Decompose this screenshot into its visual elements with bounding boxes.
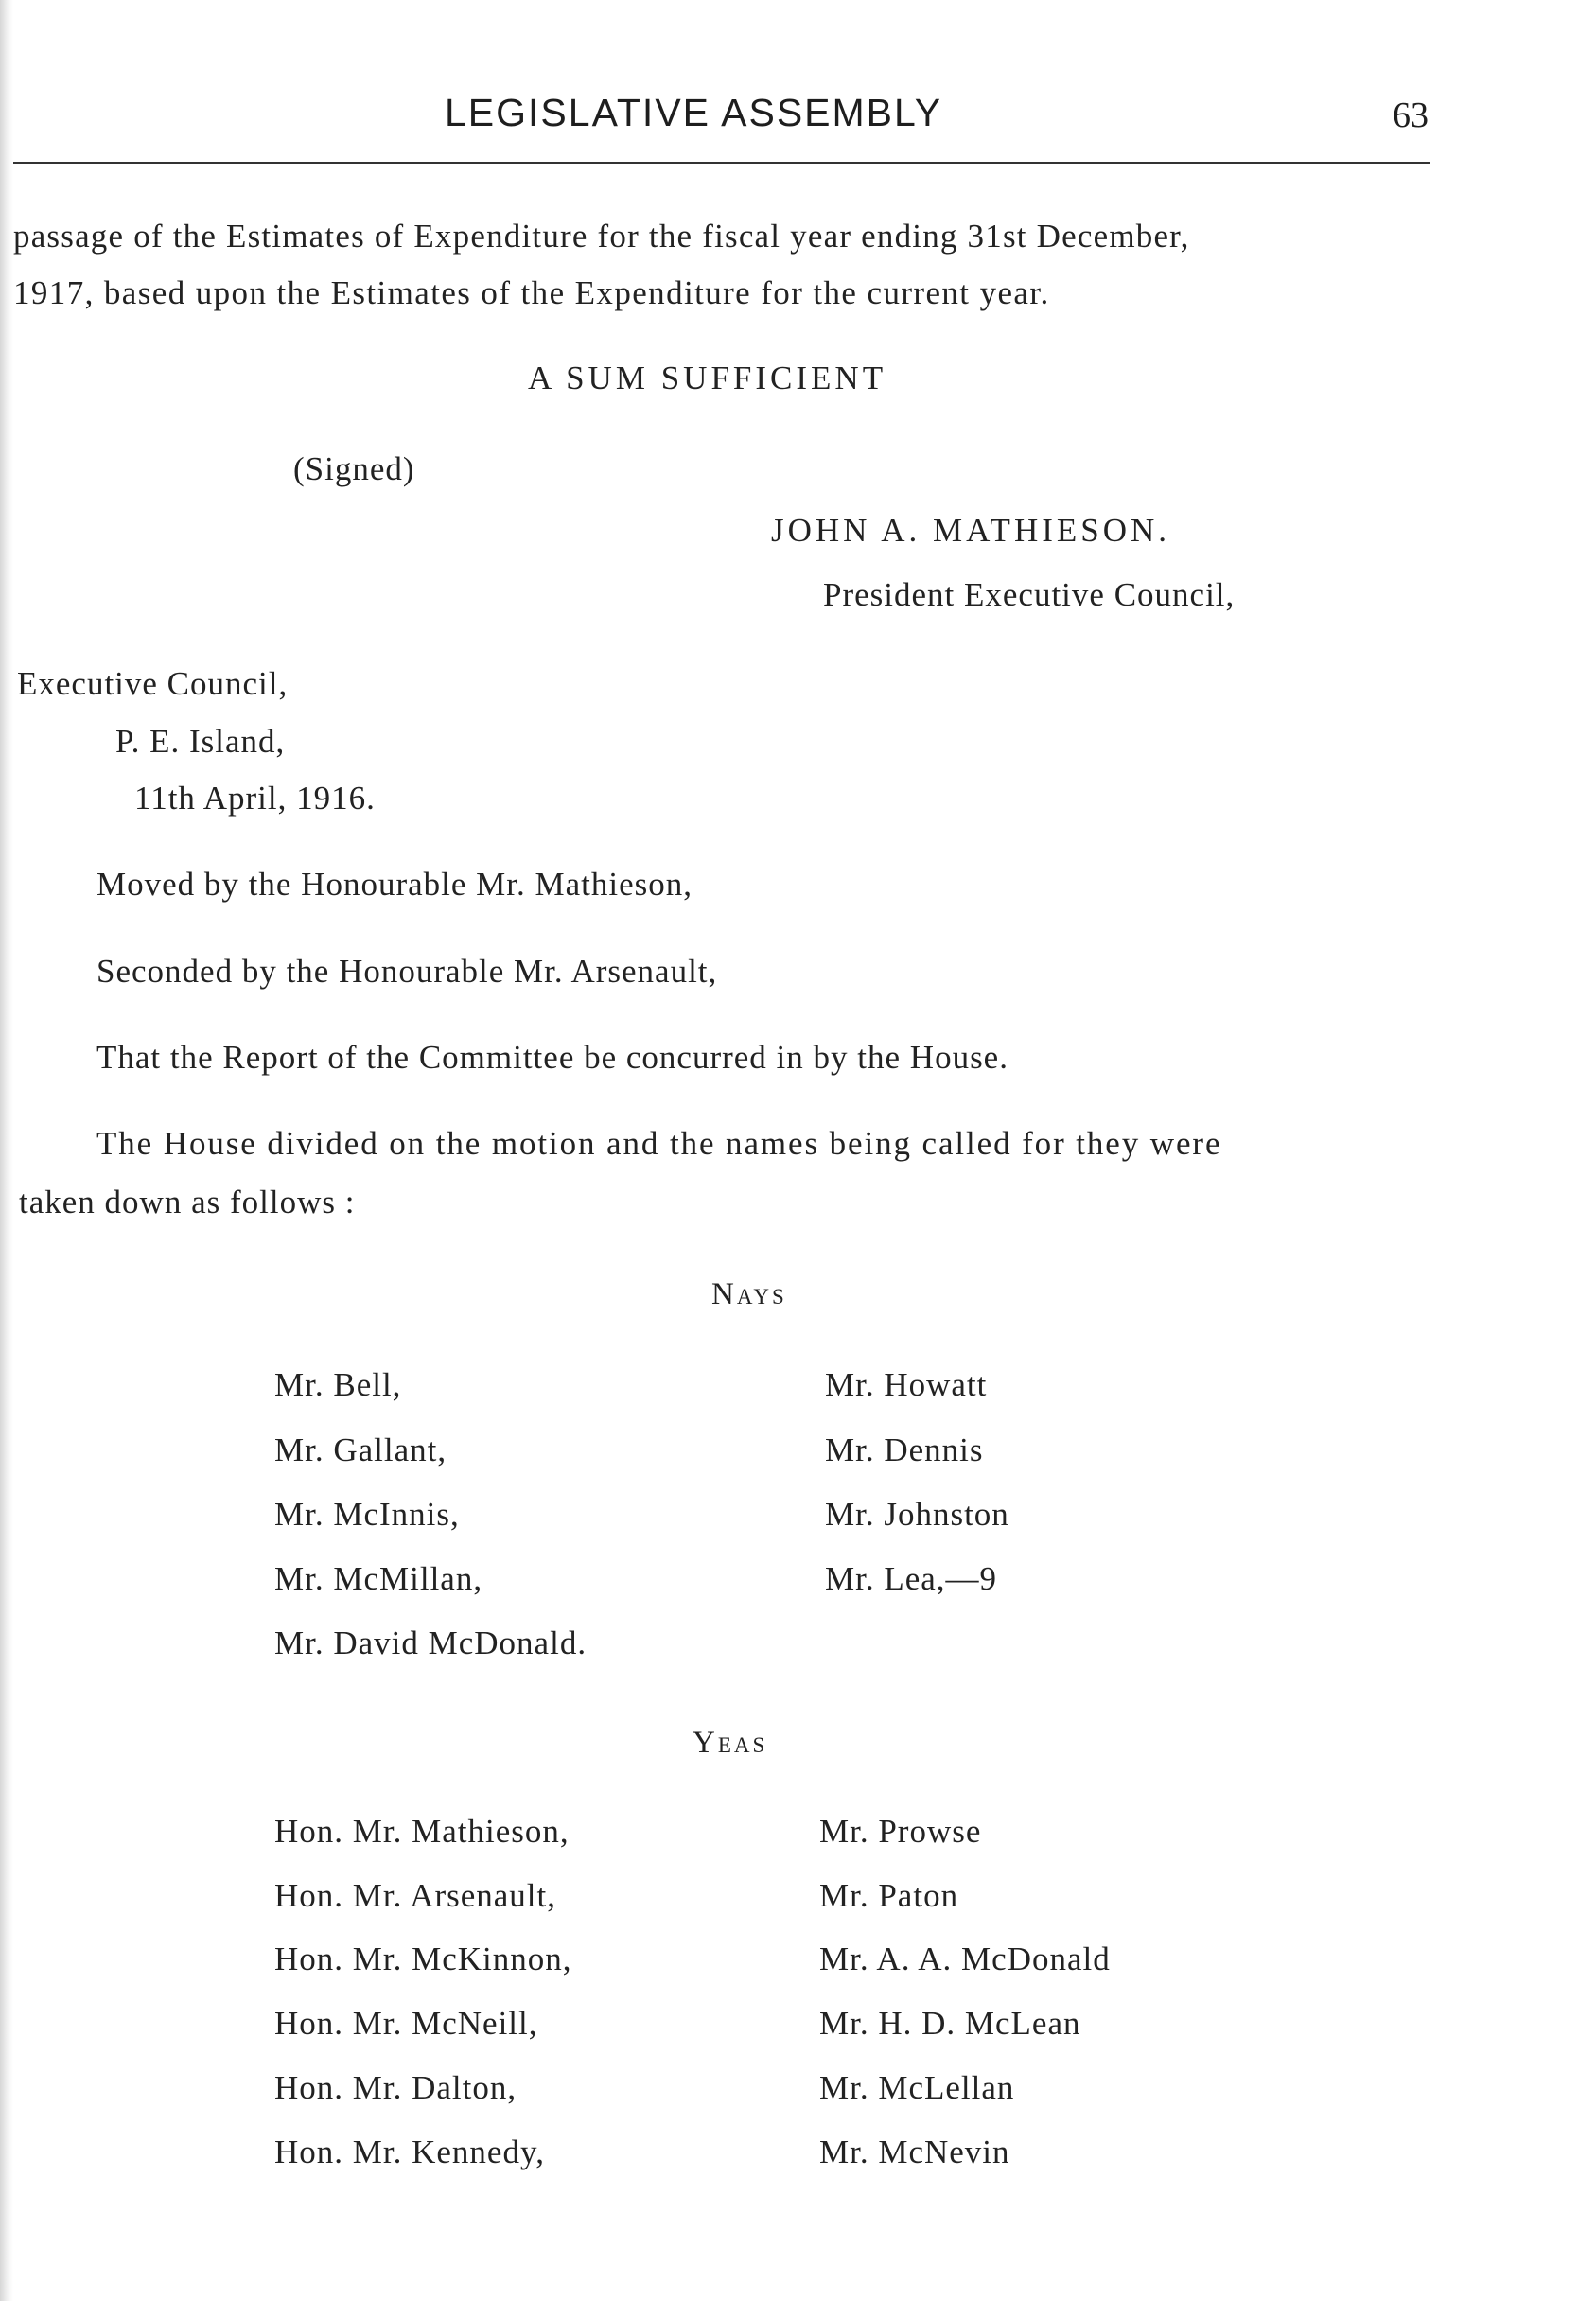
list-item: Mr. McMillan, — [274, 1560, 483, 1597]
place-line-1: Executive Council, — [17, 665, 289, 702]
list-item: Mr. McInnis, — [274, 1496, 460, 1533]
list-item: Mr. McLellan — [819, 2069, 1015, 2106]
signatory-title: President Executive Council, — [823, 576, 1236, 613]
list-item: Mr. Lea,—9 — [825, 1560, 998, 1597]
seconded-by: Seconded by the Honourable Mr. Arsenault, — [96, 953, 718, 990]
yeas-heading: Yeas — [693, 1726, 768, 1760]
division-line-1: The House divided on the motion and the names being called for they were — [96, 1125, 1222, 1162]
list-item: Mr. Prowse — [819, 1813, 982, 1850]
list-item: Mr. A. A. McDonald — [819, 1941, 1111, 1977]
intro-line-2: 1917, based upon the Estimates of the Expenditure for the current year. — [13, 274, 1050, 311]
list-item: Mr. Bell, — [274, 1366, 402, 1403]
list-item: Mr. Dennis — [825, 1432, 984, 1468]
list-item: Hon. Mr. McKinnon, — [274, 1941, 572, 1977]
page-binding-edge — [0, 0, 13, 2301]
list-item: Mr. David McDonald. — [274, 1625, 588, 1661]
running-title: LEGISLATIVE ASSEMBLY — [445, 91, 943, 134]
list-item: Mr. Howatt — [825, 1366, 988, 1403]
list-item: Mr. Gallant, — [274, 1432, 447, 1468]
resolution-heading: A SUM SUFFICIENT — [528, 360, 887, 396]
moved-by: Moved by the Honourable Mr. Mathieson, — [96, 866, 693, 903]
list-item: Hon. Mr. Kennedy, — [274, 2134, 545, 2170]
list-item: Mr. McNevin — [819, 2134, 1010, 2170]
place-line-2: P. E. Island, — [115, 723, 286, 760]
page-number: 63 — [1393, 96, 1429, 135]
date-line: 11th April, 1916. — [134, 780, 376, 817]
signatory-name: JOHN A. MATHIESON. — [771, 512, 1171, 549]
list-item: Mr. Johnston — [825, 1496, 1009, 1533]
list-item: Mr. H. D. McLean — [819, 2005, 1081, 2042]
list-item: Mr. Paton — [819, 1877, 959, 1914]
list-item: Hon. Mr. Arsenault, — [274, 1877, 557, 1914]
signed-label: (Signed) — [293, 450, 415, 487]
list-item: Hon. Mr. Mathieson, — [274, 1813, 570, 1850]
list-item: Hon. Mr. McNeill, — [274, 2005, 538, 2042]
intro-line-1: passage of the Estimates of Expenditure for the fiscal year ending 31st December, — [13, 218, 1190, 255]
nays-heading: Nays — [711, 1277, 787, 1311]
list-item: Hon. Mr. Dalton, — [274, 2069, 517, 2106]
page-header — [0, 91, 1596, 148]
division-line-2: taken down as follows : — [19, 1184, 356, 1221]
motion-text: That the Report of the Committee be concurred in by the House. — [96, 1039, 1008, 1076]
header-rule — [13, 162, 1430, 164]
